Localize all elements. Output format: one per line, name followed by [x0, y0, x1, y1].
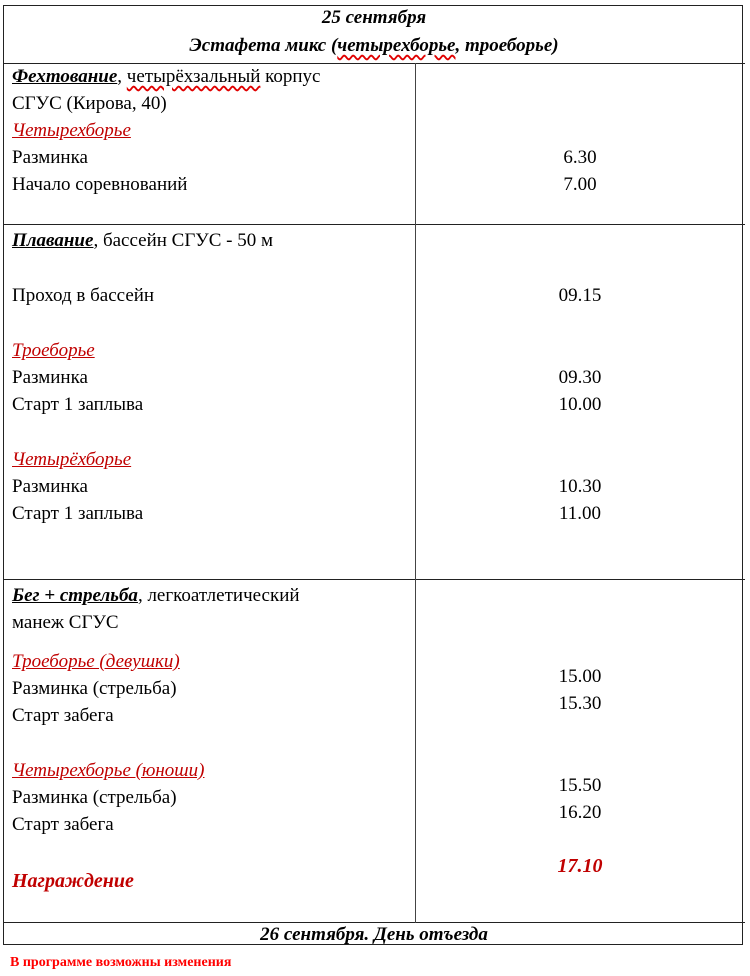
changes-note: В программе возможны изменения — [10, 955, 232, 970]
group-heading: Четырехборье — [12, 120, 131, 141]
item-time: 15.50 — [558, 775, 602, 796]
item-time: 15.00 — [558, 666, 602, 687]
divider-section-1 — [3, 224, 745, 225]
venue-line: манеж СГУС — [12, 612, 119, 633]
item-time: 6.30 — [563, 147, 597, 168]
item-label: Разминка — [12, 367, 88, 388]
sport-name: Фехтование — [12, 66, 118, 87]
item-time: 10.00 — [558, 394, 602, 415]
item-time: 09.30 — [558, 367, 602, 388]
group-heading: Четырехборье (юноши) — [12, 760, 205, 781]
section-laser-run-title: Бег + стрельба, легкоатлетический — [12, 585, 300, 606]
group-heading: Троеборье — [12, 340, 95, 361]
section-fencing-title: Фехтование, четырёхзальный корпус — [12, 66, 321, 87]
item-time: 16.20 — [558, 802, 602, 823]
item-time: 15.30 — [558, 693, 602, 714]
divider-header — [3, 63, 745, 64]
header-date: 25 сентября — [321, 7, 427, 28]
item-label: Проход в бассейн — [12, 285, 155, 306]
item-label: Разминка — [12, 147, 88, 168]
spellcheck-word: четырехборье — [337, 35, 456, 56]
item-time: 09.15 — [558, 285, 602, 306]
sport-name: Плавание — [12, 230, 94, 251]
item-time: 11.00 — [558, 503, 602, 524]
column-divider — [415, 63, 416, 923]
group-heading: Четырёхборье — [12, 449, 132, 470]
header-event: Эстафета микс (четырехборье, троеборье) — [189, 35, 559, 56]
award-time: 17.10 — [557, 855, 603, 877]
item-label: Разминка — [12, 476, 88, 497]
venue-line: СГУС (Кирова, 40) — [12, 93, 167, 114]
item-label: Разминка (стрельба) — [12, 678, 177, 699]
item-label: Старт 1 заплыва — [12, 503, 144, 524]
section-swimming-title: Плавание, бассейн СГУС - 50 м — [12, 230, 274, 251]
divider-section-2 — [3, 579, 745, 580]
item-label: Старт забега — [12, 814, 114, 835]
departure-day: 26 сентября. День отъезда — [260, 924, 488, 945]
group-heading: Троеборье (девушки) — [12, 651, 180, 672]
item-label: Старт забега — [12, 705, 114, 726]
item-time: 7.00 — [563, 174, 597, 195]
item-label: Разминка (стрельба) — [12, 787, 177, 808]
item-label: Начало соревнований — [12, 174, 188, 195]
item-label: Старт 1 заплыва — [12, 394, 144, 415]
item-time: 10.30 — [558, 476, 602, 497]
award-label: Награждение — [12, 870, 134, 892]
sport-name: Бег + стрельба — [12, 585, 138, 606]
